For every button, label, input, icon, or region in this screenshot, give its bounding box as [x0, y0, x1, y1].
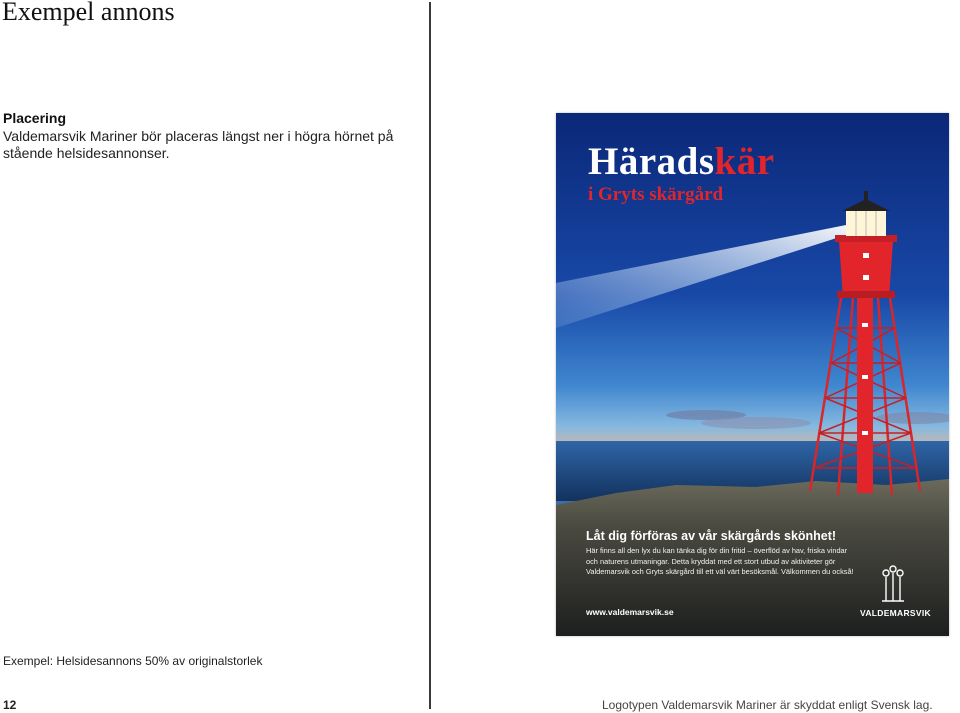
ad-example	[556, 113, 949, 636]
footer-legal-note: Logotypen Valdemarsvik Mariner är skyddat enligt Svensk lag.	[602, 698, 933, 712]
ad-subtitle: i Gryts skärgård	[588, 184, 724, 205]
ad-headline: Låt dig förföras av vår skärgårds skönhet!	[586, 529, 837, 543]
page-number: 12	[3, 698, 17, 712]
valdemarsvik-logo-icon	[878, 565, 908, 603]
ad-website-url: www.valdemarsvik.se	[586, 607, 674, 617]
ad-caption: Exempel: Helsidesannons 50% av originalstorlek	[3, 654, 263, 668]
valdemarsvik-logo-text: VALDEMARSVIK	[860, 608, 931, 618]
ad-body-text: Här finns all den lyx du kan tänka dig för din fritid – överflöd av hav, friska vindar och naturens utmaningar. Detta kryddat med ett stort utbud av aktiviteter gör Valdemarsvik och Gryts skärgård till ett väl värt besöksmål. Välkommen du också!	[586, 546, 854, 577]
ad-title: Häradskär	[588, 140, 775, 183]
placement-heading: Placering	[3, 110, 67, 126]
page-title: Exempel annons	[2, 0, 175, 26]
placement-text: Valdemarsvik Mariner bör placeras längst ner i högra hörnet på stående helsidesannonser.	[3, 128, 394, 161]
vertical-divider	[429, 2, 431, 709]
